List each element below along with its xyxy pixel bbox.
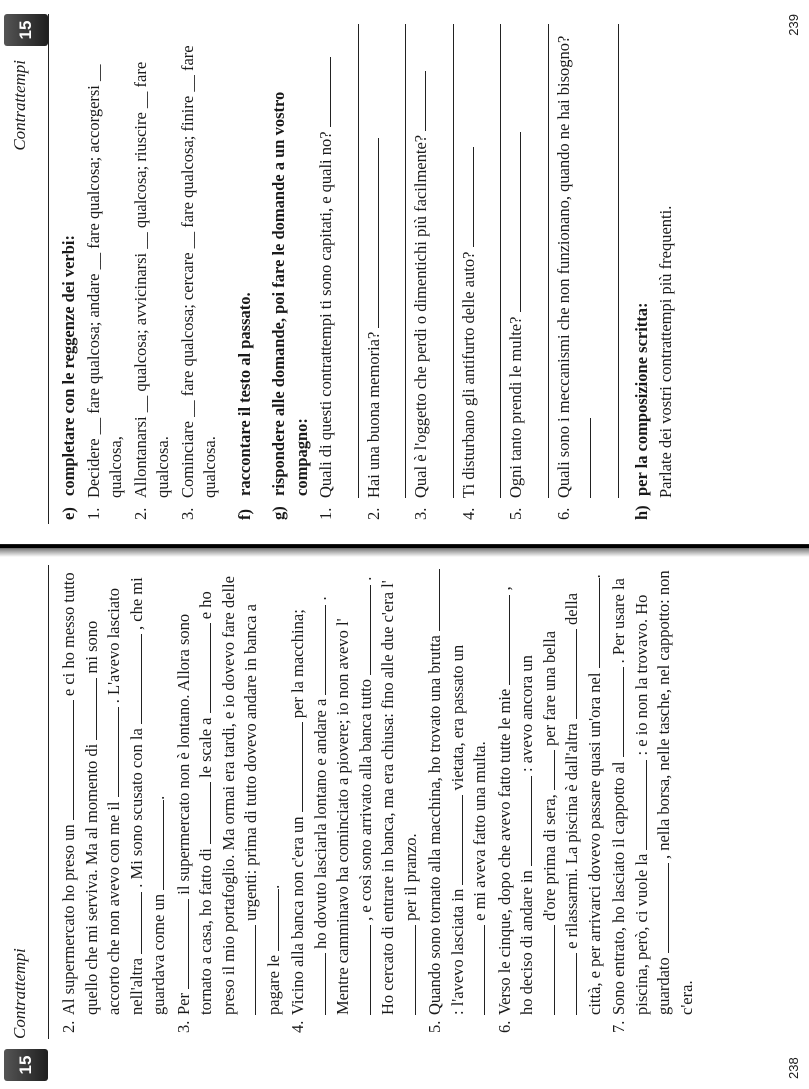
answer-line[interactable] — [316, 57, 331, 127]
answer-blank[interactable] — [517, 776, 532, 866]
story-item-4: 4. Vicino alla banca non c'era un per la macchina; ho dovuto lasciarla lontano e andare a . Mentre camminavo ha cominciato a piovere; io non avevo l' , e così sono arrivato alla banca tutto . Ho cercato di entrare in banca, ma era chiusa: fino alle due c'era l' per il pranzo. — [288, 576, 420, 1033]
left-page — [0, 545, 809, 1089]
chapter-badge-left: 15 — [4, 1049, 48, 1081]
answer-blank[interactable] — [127, 892, 142, 954]
section-f: f) raccontare il testo al passato. — [234, 292, 254, 520]
answer-blank[interactable] — [448, 795, 463, 885]
answer-blank[interactable] — [174, 899, 189, 989]
question-1: 1. Quali di questi contrattempi ti sono capitati, e quali no? — [315, 24, 338, 520]
answer-blank[interactable] — [104, 707, 119, 797]
section-e-item: 1. Decidere __ fare qualcosa; andare __ fare qualcosa; accorgersi __ qualcosa, — [83, 64, 125, 520]
answer-blank[interactable] — [196, 623, 211, 713]
story-text — [58, 569, 700, 1033]
right-page — [0, 0, 809, 544]
question-2: 2. Hai una buona memoria? — [363, 24, 386, 520]
answer-blank[interactable] — [82, 678, 97, 740]
story-item-7: 7. Sono entrato, ho lasciato il cappotto al . Per usare la piscina, però, ci vuole la : e io non la trovavo. Ho guardato , nella borsa, nelle tasche, nel cappotto: non c'era. — [609, 570, 696, 1033]
answer-blank[interactable] — [540, 750, 555, 790]
section-h: h) per la composizione scritta: — [631, 302, 651, 520]
answer-blank[interactable] — [356, 585, 371, 675]
answer-line[interactable] — [506, 132, 521, 312]
answer-blank[interactable] — [654, 863, 669, 953]
answer-line[interactable] — [480, 24, 501, 498]
answer-blank[interactable] — [149, 800, 164, 890]
answer-blank[interactable] — [470, 925, 485, 1015]
answer-line[interactable] — [385, 24, 406, 498]
question-4: 4. Ti disturbano gli antifurto delle auto? — [458, 24, 481, 520]
answer-blank[interactable] — [288, 722, 303, 812]
question-6: 6. Quali sono i meccanismi che non funzionano, quando ne hai bisogno? — [553, 24, 598, 520]
question-3: 3. Qual è l'oggetto che perdi o dimentichi più facilmente? — [410, 24, 433, 520]
story-item-5: 5. Quando sono tornato alla macchina, ho trovato una brutta : l'avevo lasciata in vietata, era passato un e mi aveva fatto una multa. — [424, 569, 492, 1033]
answer-line[interactable] — [411, 71, 426, 131]
answer-line[interactable] — [459, 147, 474, 247]
section-e-item: 3. Cominciare __ fare qualcosa; cercare __ fare qualcosa; finire __ fare qualcosa. — [177, 45, 219, 520]
running-header-right: Contrattempi — [10, 60, 29, 151]
answer-blank[interactable] — [632, 760, 647, 850]
answer-blank[interactable] — [425, 569, 440, 631]
question-5: 5. Ogni tanto prendi le multe? — [505, 24, 528, 520]
running-header-left: Contrattempi — [10, 948, 29, 1039]
page-number-left: 238 — [786, 1057, 801, 1079]
answer-blank[interactable] — [495, 595, 510, 685]
answer-blank[interactable] — [311, 953, 326, 1015]
section-e: e) completare con le reggenze dei verbi: — [59, 234, 78, 520]
answer-blank[interactable] — [562, 953, 577, 1015]
answer-blank[interactable] — [609, 667, 624, 757]
story-item-2: 2. Al supermercato ho preso un e ci ho messo tutto quello che mi serviva. Ma al momento di mi sono accorto che non avevo con me il . L'avevo lasciato nell'altra . Mi sono scusato con la , che mi guardava come un . — [59, 572, 168, 1033]
answer-line[interactable] — [598, 24, 619, 498]
answer-blank[interactable] — [196, 782, 211, 844]
story-item-3: 3. Per il supermercato non è lontano. Allora sono tornato a casa, ho fatto di le scale a e ho preso il mio portafoglio. Ma ormai era tardi, e io dovevo fare delle urgenti: prima di tutto dovevo andare in banca a pagare le . — [173, 576, 283, 1033]
answer-line[interactable] — [338, 24, 359, 498]
page-number-right: 239 — [786, 14, 801, 36]
section-h-text: Parlate dei vostri contrattempi più frequenti. — [656, 205, 675, 498]
chapter-badge-right: 15 — [4, 14, 48, 46]
answer-blank[interactable] — [127, 634, 142, 724]
answer-line[interactable] — [364, 138, 379, 328]
header-rule-left — [48, 565, 49, 1039]
answer-blank[interactable] — [585, 578, 600, 668]
answer-blank[interactable] — [540, 925, 555, 1015]
section-e-item: 2. Allontanarsi __ qualcosa; avvicinarsi __ qualcosa; riuscire __ fare qualcosa. — [130, 61, 172, 520]
answer-blank[interactable] — [311, 605, 326, 695]
section-g: g) rispondere alle domande, poi fare le domande a un vostro compagno: — [269, 91, 311, 520]
answer-line[interactable] — [576, 418, 591, 498]
answer-blank[interactable] — [356, 925, 371, 1015]
answer-blank[interactable] — [264, 889, 279, 951]
story-item-6: 6. Verso le cinque, dopo che avevo fatto tutte le mie , ho deciso di andare in : avevo ancora un d'ore prima di sera, per fare una bella e rilassarmi. La piscina è dall'altra della città, e per arrivarci dovevo passare quasi un'ora nel . — [494, 574, 604, 1033]
answer-line[interactable] — [433, 24, 454, 498]
header-rule-right — [48, 14, 49, 524]
answer-blank[interactable] — [562, 629, 577, 719]
gutter-shadow — [0, 545, 809, 548]
answer-blank[interactable] — [59, 700, 74, 820]
answer-blank[interactable] — [401, 925, 416, 1015]
answer-line[interactable] — [528, 24, 549, 498]
answer-blank[interactable] — [241, 925, 256, 1015]
exercises — [58, 24, 678, 520]
